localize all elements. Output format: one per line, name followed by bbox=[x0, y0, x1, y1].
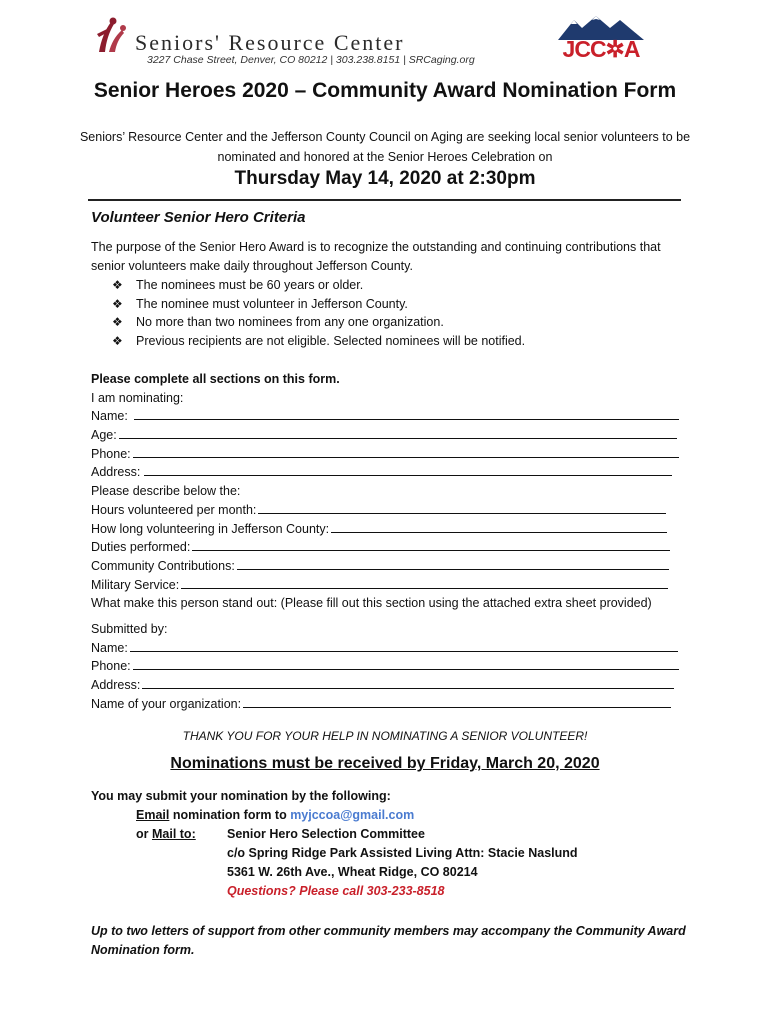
list-item: ❖ No more than two nominees from any one organization. bbox=[112, 313, 525, 332]
bullet-diamond-icon: ❖ bbox=[112, 334, 123, 349]
nominee-age-field[interactable] bbox=[119, 426, 677, 439]
criteria-list bbox=[112, 276, 525, 351]
hours-field[interactable] bbox=[258, 501, 666, 514]
organization-field[interactable] bbox=[243, 695, 671, 708]
how-long-label: How long volunteering in Jefferson County: bbox=[91, 521, 330, 536]
questions-phone: Questions? Please call 303-233-8518 bbox=[227, 884, 445, 898]
letterhead bbox=[0, 0, 770, 80]
nominating-label: I am nominating: bbox=[91, 390, 184, 405]
nominee-phone-field[interactable] bbox=[133, 445, 679, 458]
organization-label: Name of your organization: bbox=[91, 696, 242, 711]
seniors-resource-center-logo bbox=[95, 14, 475, 70]
community-label: Community Contributions: bbox=[91, 558, 235, 573]
military-label: Military Service: bbox=[91, 577, 180, 592]
mail-line-3: 5361 W. 26th Ave., Wheat Ridge, CO 80214 bbox=[227, 865, 478, 879]
nominee-form bbox=[91, 370, 691, 613]
email-label: Email bbox=[136, 808, 170, 822]
bullet-diamond-icon: ❖ bbox=[112, 296, 123, 311]
mail-label: Mail to: bbox=[151, 827, 196, 841]
standout-label: What make this person stand out: (Please fill out this section using the attached extra sheet provided) bbox=[91, 596, 652, 611]
bullet-diamond-icon: ❖ bbox=[112, 278, 123, 292]
bullet-diamond-icon: ❖ bbox=[112, 315, 123, 330]
list-item: ❖ Previous recipients are not eligible. Selected nominees will be notified. bbox=[112, 332, 525, 351]
nominee-phone-label: Phone: bbox=[91, 446, 131, 461]
criteria-heading: Volunteer Senior Hero Criteria bbox=[91, 209, 306, 226]
community-field[interactable] bbox=[237, 557, 669, 570]
org-address: 3227 Chase Street, Denver, CO 80212 | 303.238.8151 | SRCaging.org bbox=[147, 54, 475, 66]
email-link[interactable]: myjccoa@gmail.com bbox=[290, 808, 415, 822]
submitted-by-label: Submitted by: bbox=[91, 622, 168, 636]
hours-label: Hours volunteered per month: bbox=[91, 502, 257, 517]
page-title: Senior Heroes 2020 – Community Award Nomination Form bbox=[93, 79, 677, 102]
how-long-field[interactable] bbox=[331, 520, 667, 533]
submitter-phone-label: Phone: bbox=[91, 659, 131, 674]
list-item: ❖ The nominees must be 60 years or older. bbox=[112, 276, 525, 295]
thank-you-note: THANK YOU FOR YOUR HELP IN NOMINATING A SENIOR VOLUNTEER! bbox=[182, 729, 588, 743]
nominee-name-field[interactable] bbox=[134, 407, 679, 420]
duties-label: Duties performed: bbox=[91, 540, 191, 555]
figures-icon bbox=[95, 16, 131, 56]
jccoa-logo-text: JCC✲A bbox=[562, 36, 640, 62]
submission-info: You may submit your nomination by the following: Email nomination form to myjccoa@gmail.com or Mail to: Senior Hero Selection Committee c/o Spring Ridge Park Assisted Living Attn: Stacie Naslund 5361 W. 26th Ave., Wheat Ridge, CO 80214 Questions? Please call 303-233-8518 bbox=[91, 787, 691, 901]
footer-note: Up to two letters of support from other community members may accompany the Community Award Nomination form. bbox=[91, 924, 686, 957]
military-field[interactable] bbox=[181, 576, 668, 589]
divider bbox=[88, 199, 681, 201]
describe-label: Please describe below the: bbox=[91, 484, 241, 499]
duties-field[interactable] bbox=[192, 538, 670, 551]
event-date: Thursday May 14, 2020 at 2:30pm bbox=[234, 168, 536, 189]
mail-line-1: Senior Hero Selection Committee bbox=[227, 827, 425, 841]
deadline-notice: Nominations must be received by Friday, March 20, 2020 bbox=[170, 755, 600, 772]
nominee-age-label: Age: bbox=[91, 428, 117, 443]
nominee-name-label: Name: bbox=[91, 409, 128, 424]
submitter-address-field[interactable] bbox=[142, 676, 674, 689]
list-item: ❖ The nominee must volunteer in Jefferson County. bbox=[112, 295, 525, 314]
submitter-form bbox=[91, 620, 691, 713]
nominee-address-field[interactable] bbox=[144, 463, 672, 476]
mail-line-2: c/o Spring Ridge Park Assisted Living Attn: Stacie Naslund bbox=[227, 846, 578, 860]
submitter-name-field[interactable] bbox=[130, 639, 678, 652]
submitter-phone-field[interactable] bbox=[133, 657, 679, 670]
intro-text: Seniors’ Resource Center and the Jefferson County Council on Aging are seeking local senior volunteers to be nominated and honored at the Senior Heroes Celebration on bbox=[79, 130, 691, 164]
org-name: Seniors' Resource Center bbox=[135, 30, 405, 55]
form-instruction: Please complete all sections on this form. bbox=[91, 372, 340, 386]
submission-intro: You may submit your nomination by the following: bbox=[91, 789, 391, 803]
nominee-address-label: Address: bbox=[91, 465, 141, 480]
jccoa-logo bbox=[556, 14, 646, 68]
submitter-name-label: Name: bbox=[91, 640, 128, 655]
purpose-text: The purpose of the Senior Hero Award is to recognize the outstanding and continuing contributions that senior volunteers make daily throughout Jefferson County. bbox=[91, 240, 661, 273]
submitter-address-label: Address: bbox=[91, 678, 141, 693]
